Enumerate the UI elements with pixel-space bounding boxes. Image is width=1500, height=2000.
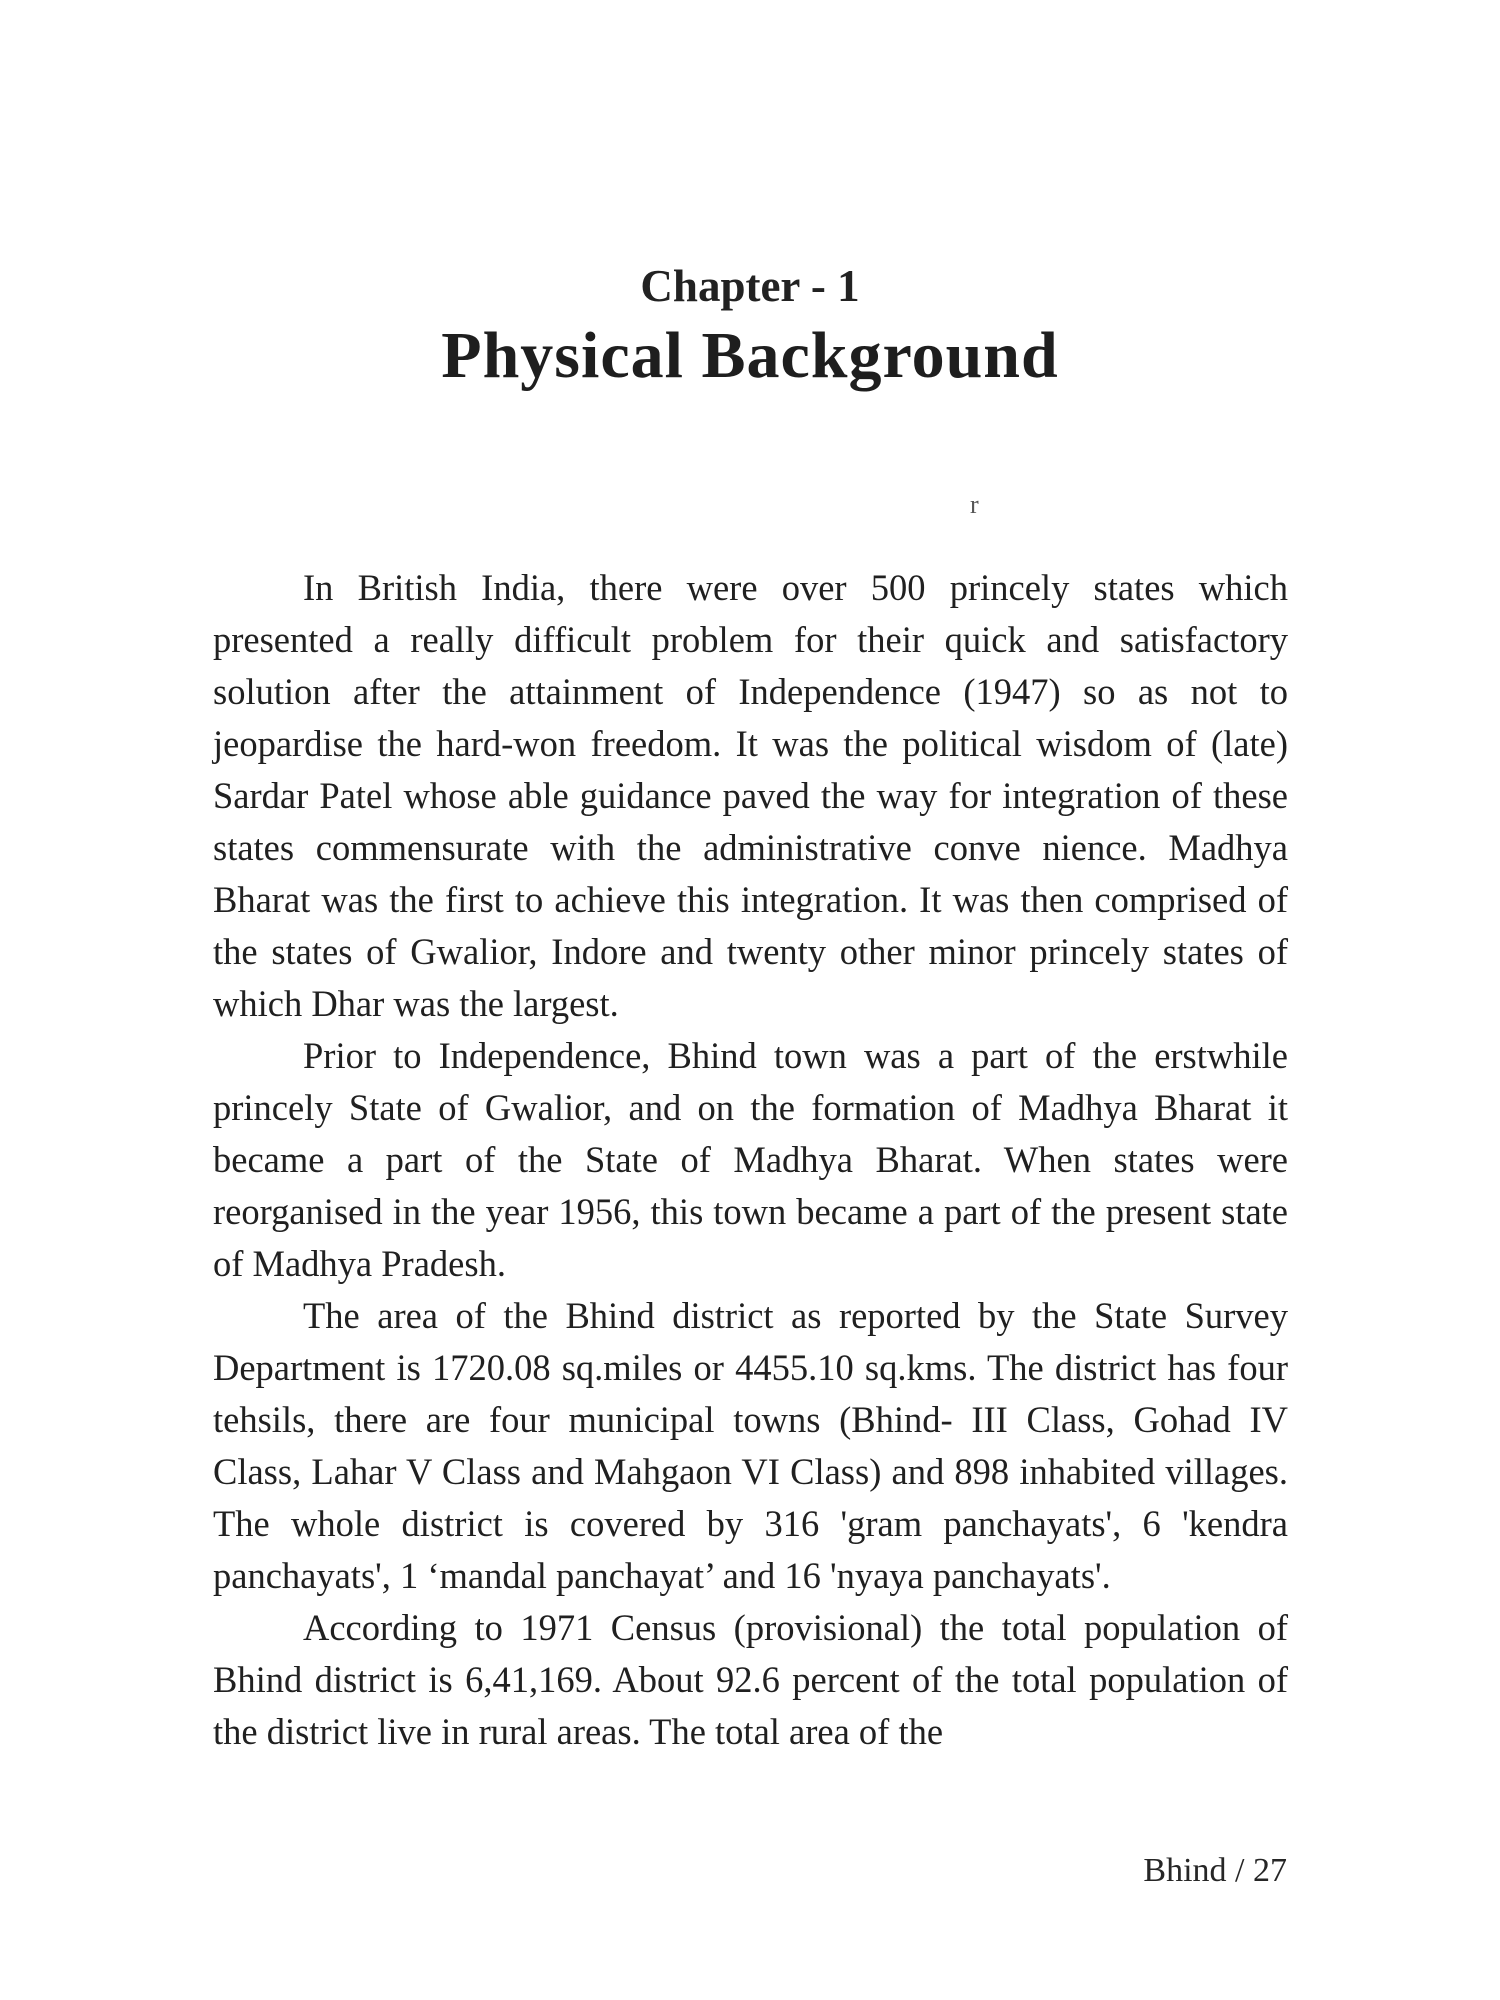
stray-mark: r bbox=[970, 490, 979, 519]
paragraph: Prior to Independence, Bhind town was a part of the erstwhile princely State of Gwalior, and on the formation of Madhya Bharat it became a part of the State of Madhya Bharat. When states were reorganised in the year 1956, this town became a part of the present state of Madhya Pradesh. bbox=[213, 1035, 1288, 1284]
paragraph: In British India, there were over 500 princely states which presented a really difficult problem for their quick and satisfactory solution after the attainment of Independence (1947) so as not to jeopardise the hard-won freedom. It was the political wisdom of (late) Sardar Patel whose able guidance paved the way for integration of these states commensurate with the administrative conve nience. Madhya Bharat was the first to achieve this integration. It was then comprised of the states of Gwalior, Indore and twenty other minor princely states of which Dhar was the largest. bbox=[213, 567, 1288, 1024]
chapter-title: Physical Background bbox=[441, 319, 1059, 392]
paragraph: The area of the Bhind district as reported by the State Survey Department is 1720.08 sq.miles or 4455.10 sq.kms. The district has four tehsils, there are four municipal towns (Bhind- III Class, Gohad IV Class, Lahar V Class and Mahgaon VI Class) and 898 inhabited villages. The whole district is covered by 316 'gram panchayats', 6 'kendra panchayats', 1 ‘mandal panchayat’ and 16 'nyaya panchayats'. bbox=[213, 1295, 1288, 1596]
page-footer: Bhind / 27 bbox=[1143, 1852, 1287, 1889]
chapter-number: Chapter - 1 bbox=[640, 261, 860, 311]
paragraph: According to 1971 Census (provisional) the total population of Bhind district is 6,41,169. About 92.6 percent of the total population of the district live in rural areas. The total area of the bbox=[213, 1607, 1288, 1752]
body-text bbox=[213, 562, 1288, 1758]
